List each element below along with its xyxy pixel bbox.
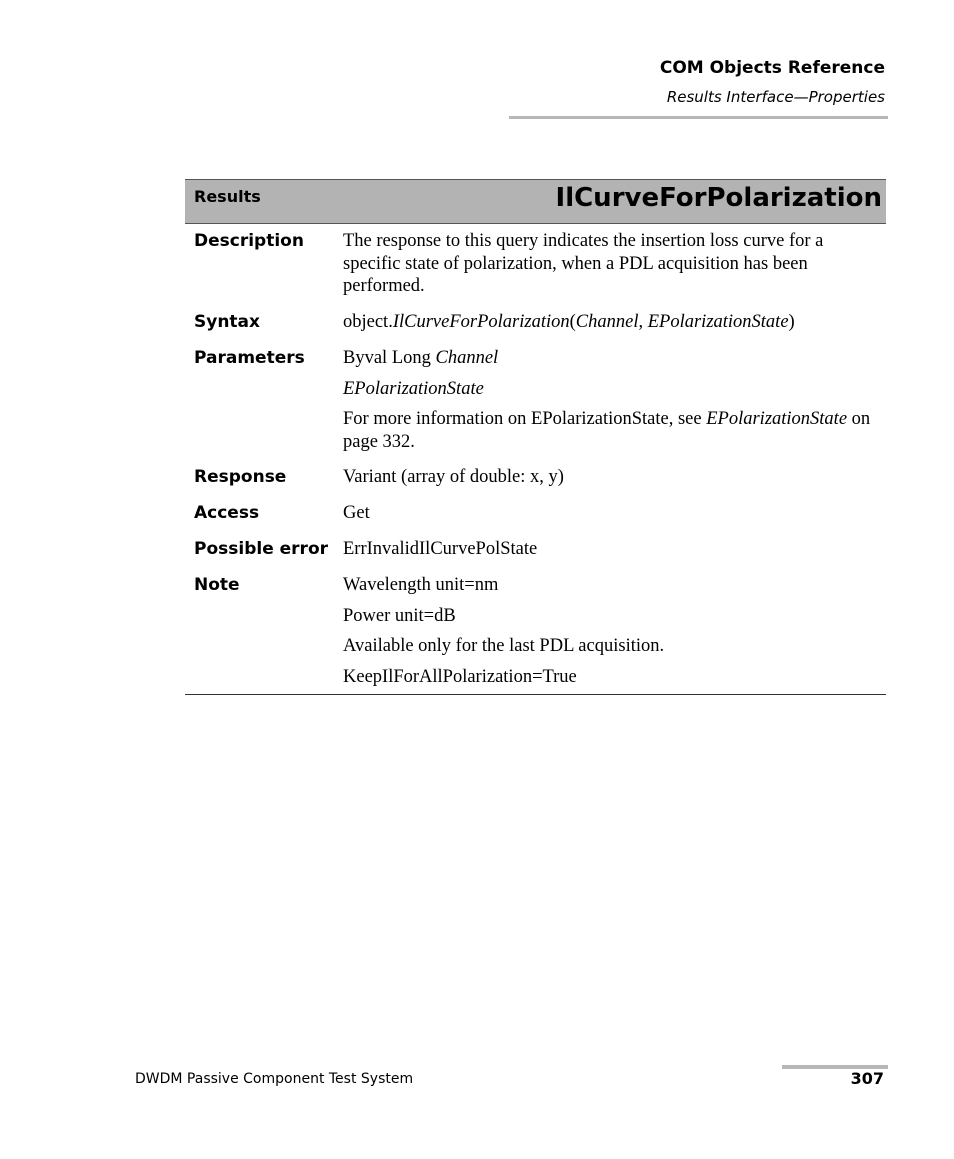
response-label: Response: [194, 467, 287, 487]
access-value: [343, 502, 883, 533]
parameters-value: [343, 347, 883, 461]
parameter-channel-name: Channel: [435, 348, 499, 368]
response-value: [343, 466, 883, 497]
note-value: [343, 574, 883, 696]
running-header-subtitle: Results Interface—Properties: [666, 88, 885, 106]
syntax-arg-state: EPolarizationState: [647, 312, 789, 332]
description-value: [343, 230, 883, 306]
parameter-info-suffix: on page 332.: [343, 409, 871, 452]
syntax-close-paren: ): [788, 312, 795, 332]
parameter-info: [343, 408, 883, 453]
syntax-method: IlCurveForPolarization: [392, 312, 570, 332]
note-label: Note: [194, 575, 240, 595]
access-text: Get: [343, 503, 370, 523]
parameter-info-link[interactable]: EPolarizationState: [706, 409, 848, 429]
syntax-value: [343, 311, 883, 342]
running-header-title: COM Objects Reference: [659, 58, 885, 78]
note-line: KeepIlForAllPolarization=True: [343, 666, 577, 687]
note-line: Wavelength unit=nm: [343, 575, 499, 595]
parameter-state: EPolarizationState: [343, 378, 484, 399]
syntax-comma: ,: [638, 312, 648, 332]
syntax-prefix: object.: [343, 312, 393, 332]
command-name: IlCurveForPolarization: [555, 183, 882, 213]
response-text: Variant (array of double: x, y): [343, 467, 564, 487]
parameter-channel: [343, 347, 883, 370]
parameters-label: Parameters: [194, 348, 305, 368]
syntax-label: Syntax: [194, 312, 260, 332]
description-text: The response to this query indicates the insertion loss curve for a specific state of polarization, when a PDL acquisition has been performed.: [343, 231, 824, 296]
syntax-arg-channel: Channel: [575, 312, 639, 332]
syntax-text: [343, 311, 883, 334]
possible-error-text: ErrInvalidIlCurvePolState: [343, 539, 538, 559]
possible-error-label: Possible error: [194, 539, 329, 559]
parameter-info-prefix: For more information on EPolarizationState, see: [343, 409, 707, 429]
command-category: Results: [194, 187, 261, 206]
syntax-open-paren: (: [569, 312, 576, 332]
table-bottom-rule: [185, 694, 886, 695]
note-line: Power unit=dB: [343, 605, 456, 626]
header-rule: [509, 116, 888, 119]
page-number: 307: [850, 1069, 884, 1088]
description-label: Description: [194, 231, 304, 251]
command-title-bar: [185, 179, 886, 224]
note-line: Available only for the last PDL acquisition.: [343, 636, 665, 656]
possible-error-value: [343, 538, 883, 569]
parameter-byval: Byval Long: [343, 348, 436, 368]
footer-product-name: DWDM Passive Component Test System: [135, 1071, 414, 1087]
access-label: Access: [194, 503, 260, 523]
